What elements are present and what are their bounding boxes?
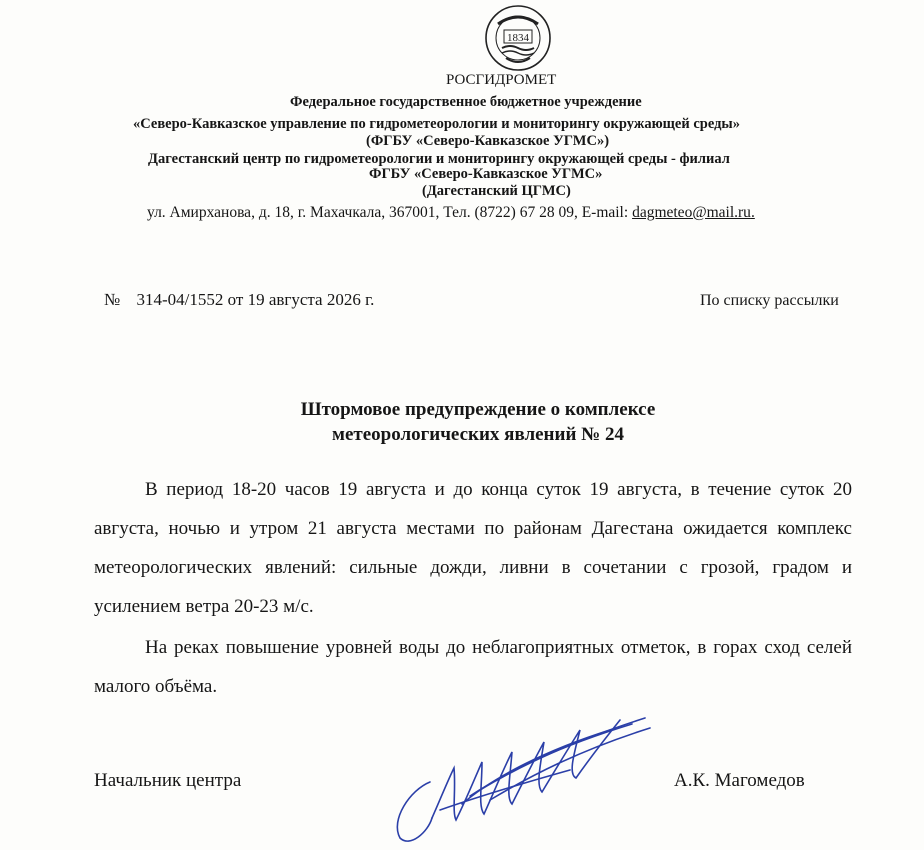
document-reference xyxy=(104,290,374,310)
document-date: от 19 августа 2026 г. xyxy=(227,290,375,309)
address-line xyxy=(147,205,755,221)
header-line-5: ФГБУ «Северо-Кавказское УГМС» xyxy=(369,166,603,182)
header-line-6: (Дагестанский ЦГМС) xyxy=(422,183,571,199)
title-line-1: Штормовое предупреждение о комплексе xyxy=(300,399,656,420)
paragraph-rivers: На реках повышение уровней воды до неблагоприятных отметок, в горах сход селей малого объёма. xyxy=(94,637,852,697)
distribution-note: По списку рассылки xyxy=(700,292,839,309)
document-number: 314-04/1552 xyxy=(136,290,224,309)
header-line-4: Дагестанский центр по гидрометеорологии и мониторингу окружающей среды - филиал xyxy=(148,151,730,167)
address-text: ул. Амирханова, д. 18, г. Махачкала, 367001, Тел. (8722) 67 28 09, E-mail: xyxy=(147,204,633,221)
header-line-1: Федеральное государственное бюджетное учреждение xyxy=(290,94,642,110)
header-line-2: «Северо-Кавказское управление по гидрометеорологии и мониторингу окружающей среды» xyxy=(133,116,740,132)
svg-text:1834: 1834 xyxy=(507,32,529,44)
number-sign: № xyxy=(104,290,121,309)
roshydromet-emblem xyxy=(484,4,552,72)
agency-name: РОСГИДРОМЕТ xyxy=(446,72,557,88)
header-line-3: (ФГБУ «Северо-Кавказское УГМС») xyxy=(366,133,610,149)
paragraph-forecast: В период 18-20 часов 19 августа и до конца суток 19 августа, в течение суток 20 августа, ночью и утром 21 августа местами по районам Дагестана ожидается комплекс метеорологических явлений: сильные дожди, ливни в сочетании с грозой, градом и усилением ветра 20-23 м/с. xyxy=(94,479,852,617)
document-title xyxy=(0,397,924,447)
document-body xyxy=(94,470,852,708)
handwritten-signature xyxy=(370,700,670,850)
email-link[interactable]: dagmeteo@mail.ru xyxy=(632,204,751,221)
signatory-role: Начальник центра xyxy=(94,770,242,791)
title-line-2: метеорологических явлений № 24 xyxy=(332,424,624,445)
signatory-name: А.К. Магомедов xyxy=(674,770,805,791)
email-tail: . xyxy=(750,204,755,221)
